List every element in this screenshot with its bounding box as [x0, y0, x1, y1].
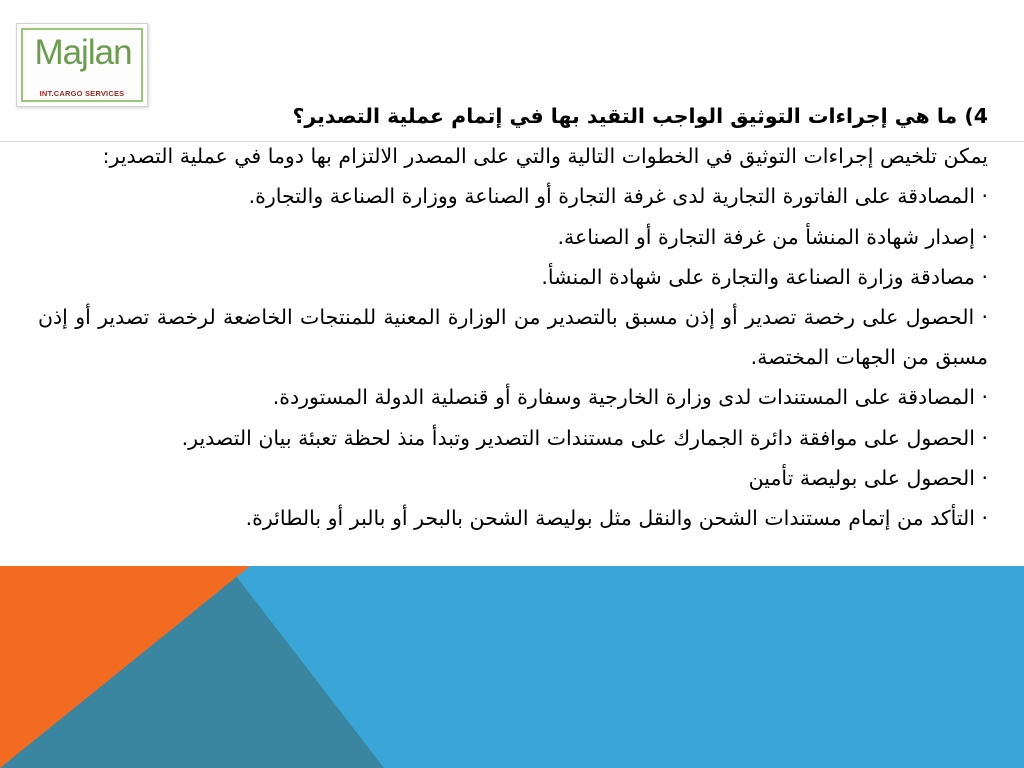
- slide-title: 4) ما هي إجراءات التوثيق الواجب التقيد بها في إتمام عملية التصدير؟: [292, 104, 988, 128]
- list-item: · الحصول على موافقة دائرة الجمارك على مستندات التصدير وتبدأ منذ لحظة تعبئة بيان التصدير.: [181, 425, 988, 450]
- list-item: · الحصول على رخصة تصدير أو إذن مسبق بالتصدير من الوزارة المعنية للمنتجات الخاضعة لرخصة تصدير أو إذن مسبق من الجهات المختصة.: [38, 305, 988, 370]
- slide-content: [38, 96, 988, 538]
- logo-name: Majlan: [34, 33, 132, 72]
- list-item: · إصدار شهادة المنشأ من غرفة التجارة أو الصناعة.: [557, 224, 988, 249]
- logo-frame: [21, 28, 143, 102]
- list-item: · التأكد من إتمام مستندات الشحن والنقل مثل بوليصة الشحن بالبحر أو بالبر أو بالطائرة.: [245, 506, 988, 531]
- logo-tagline: INT.CARGO SERVICES: [39, 89, 125, 98]
- list-item: · المصادقة على المستندات لدى وزارة الخارجية وسفارة أو قنصلية الدولة المستوردة.: [272, 385, 988, 410]
- slide-intro: يمكن تلخيص إجراءات التوثيق في الخطوات التالية والتي على المصدر الالتزام بها دوما في عملية التصدير:: [102, 144, 988, 169]
- list-item: · المصادقة على الفاتورة التجارية لدى غرفة التجارة أو الصناعة ووزارة الصناعة والتجارة.: [248, 184, 988, 209]
- list-item: · الحصول على بوليصة تأمين: [748, 465, 988, 490]
- company-logo: [16, 23, 148, 107]
- list-item: · مصادقة وزارة الصناعة والتجارة على شهادة المنشأ.: [541, 264, 988, 289]
